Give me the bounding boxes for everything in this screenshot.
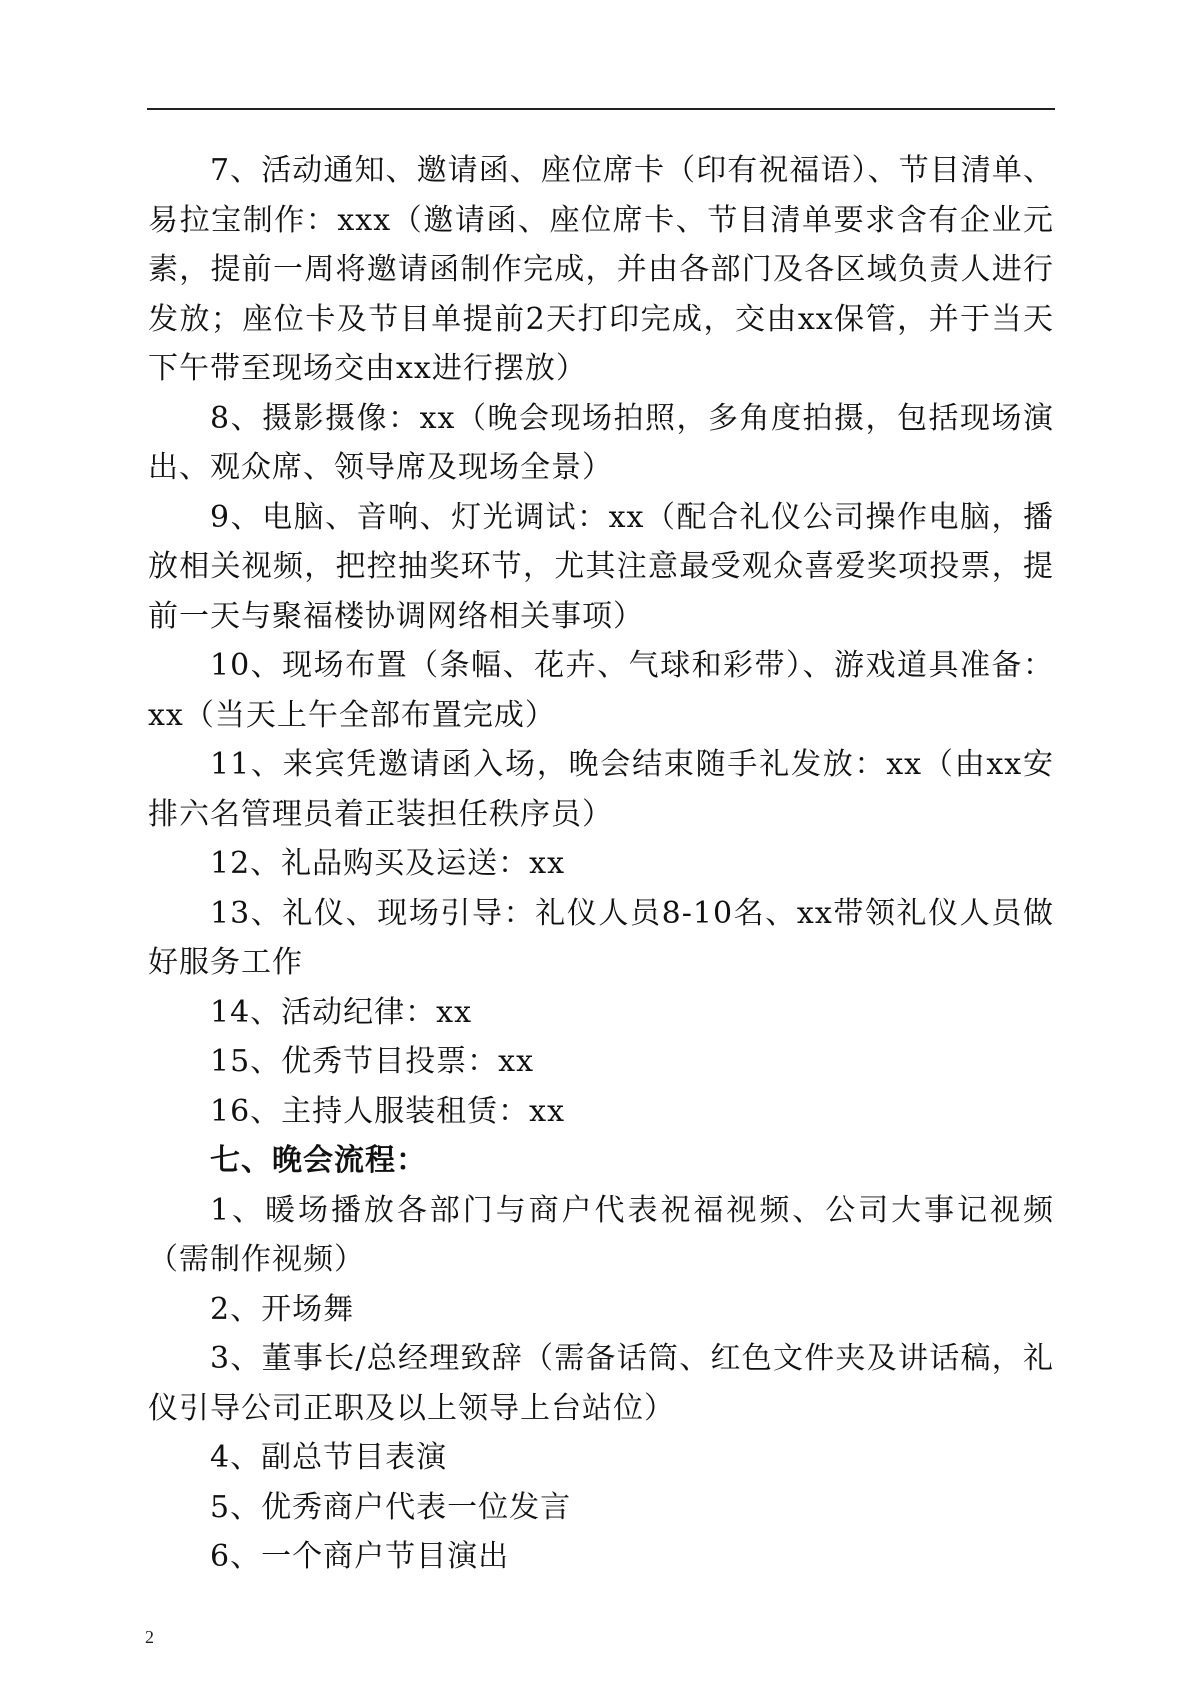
paragraph-item-16: 16、主持人服装租赁：xx [210,1093,566,1129]
paragraph-item-7: 7、活动通知、邀请函、座位席卡（印有祝福语）、节目清单、易拉宝制作：xxx（邀请函、座位席卡、节目清单要求含有企业元素，提前一周将邀请函制作完成，并由各部门及各区域负责人进行发放；座位卡及节目单提前2天打印完成，交由xx保管，并于当天下午带至现场交由xx进行摆放） [148,153,1054,386]
program-item-4: 4、副总节目表演 [210,1440,448,1475]
paragraph-item-13: 13、礼仪、现场引导：礼仪人员8-10名、xx带领礼仪人员做好服务工作 [148,895,1054,980]
paragraph-item-8: 8、摄影摄像：xx（晚会现场拍照，多角度拍摄，包括现场演出、观众席、领导席及现场全景） [148,400,1054,485]
document-body [148,146,1054,1582]
paragraph-item-9: 9、电脑、音响、灯光调试：xx（配合礼仪公司操作电脑，播放相关视频，把控抽奖环节，尤其注意最受观众喜爱奖项投票，提前一天与聚福楼协调网络相关事项） [148,499,1054,634]
paragraph-item-14: 14、活动纪律：xx [210,994,473,1030]
program-item-5: 5、优秀商户代表一位发言 [210,1489,572,1525]
program-item-2: 2、开场舞 [210,1291,355,1327]
paragraph-item-15: 15、优秀节目投票：xx [210,1044,535,1079]
program-item-3: 3、董事长/总经理致辞（需备话筒、红色文件夹及讲话稿，礼仪引导公司正职及以上领导上台站位） [148,1341,1054,1426]
paragraph-item-11: 11、来宾凭邀请函入场，晚会结束随手礼发放：xx（由xx安排六名管理员着正装担任秩序员） [148,747,1054,832]
paragraph-item-10: 10、现场布置（条幅、花卉、气球和彩带）、游戏道具准备：xx（当天上午全部布置完成） [148,648,1054,733]
paragraph-item-12: 12、礼品购买及运送：xx [210,846,566,881]
program-item-1: 1、暖场播放各部门与商户代表祝福视频、公司大事记视频（需制作视频） [148,1192,1054,1277]
header-rule [147,108,1055,110]
program-item-6: 6、一个商户节目演出 [210,1539,510,1574]
section-heading: 七、晚会流程： [210,1143,427,1178]
page-number: 2 [145,1627,154,1647]
